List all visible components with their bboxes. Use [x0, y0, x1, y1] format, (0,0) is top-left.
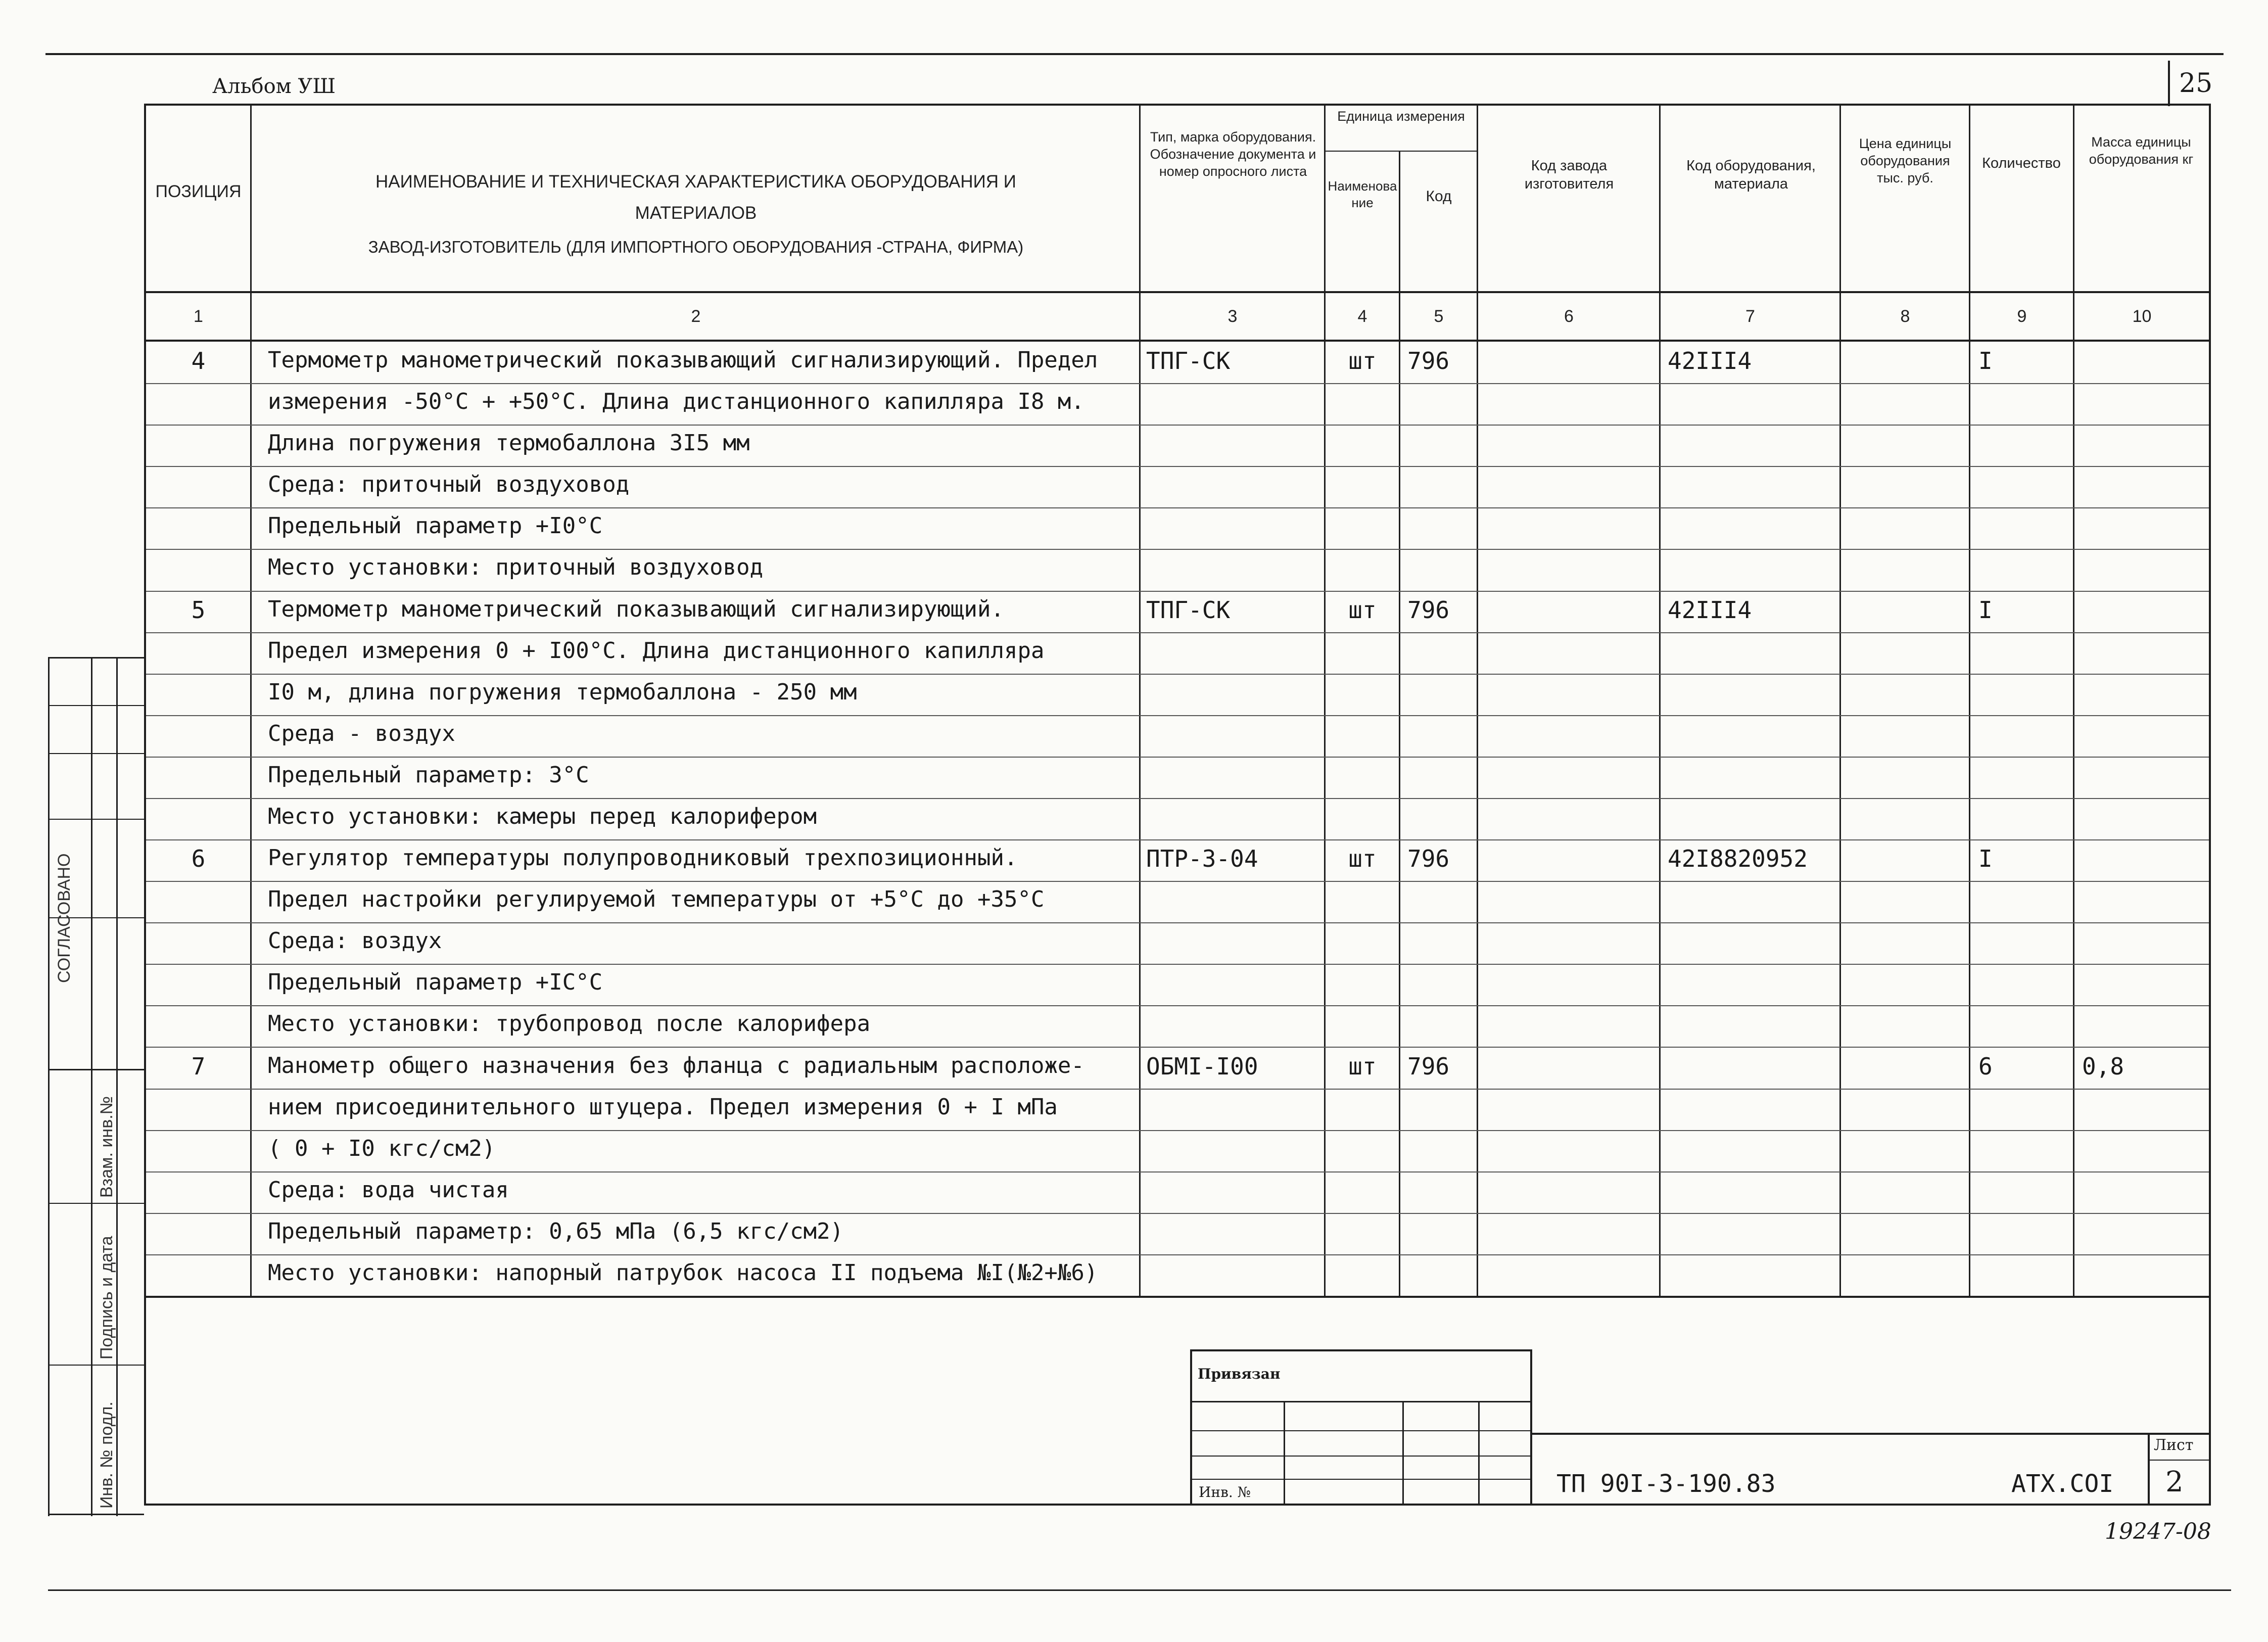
- row-description: Термометр манометрический показывающий сигнализирующий. Предел: [268, 347, 1098, 373]
- archive-number: 19247-08: [2105, 1519, 2211, 1544]
- row-unit: шт: [1348, 347, 1377, 374]
- row-description: Среда: приточный воздуховод: [268, 472, 630, 497]
- row-description: измерения -50°C + +50°C. Длина дистанционного капилляра I8 м.: [268, 389, 1084, 414]
- album-label: Альбом УШ: [212, 75, 336, 98]
- row-description: нием присоединительного штуцера. Предел измерения 0 + I мПа: [268, 1094, 1058, 1120]
- page-corner-number: 25: [2179, 68, 2213, 99]
- side-label-agreed: СОГЛАСОВАНО: [55, 853, 74, 983]
- header-type: Тип, марка оборудования. Обозначение документа и номер опросного листа: [1150, 129, 1316, 179]
- footer-doc-number: ТП 90I-3-190.83: [1556, 1470, 1776, 1498]
- header-unit-name: Наименование: [1328, 178, 1397, 210]
- row-unit: шт: [1348, 596, 1377, 624]
- header-price: Цена единицы оборудования тыс. руб.: [1859, 136, 1952, 185]
- side-label-inv: Взам. инв.№: [97, 1096, 116, 1198]
- row-description: Предельный параметр: 0,65 мПа (6,5 кгс/см2): [268, 1218, 844, 1244]
- col-number-10: 10: [2132, 307, 2152, 326]
- row-description: Предел настройки регулируемой температуры от +5°C до +35°C: [268, 886, 1045, 912]
- row-description: ( 0 + I0 кгс/см2): [268, 1136, 496, 1161]
- row-position: 5: [191, 596, 206, 624]
- row-description: Место установки: приточный воздуховод: [268, 554, 764, 580]
- row-description: Место установки: камеры перед калорифером: [268, 804, 817, 829]
- header-unit-group: Единица измерения: [1337, 109, 1465, 124]
- side-label-inv-orig: Инв. № подл.: [97, 1401, 116, 1509]
- row-qty: I: [1978, 347, 1993, 374]
- row-qty: I: [1978, 596, 1993, 624]
- header-position: ПОЗИЦИЯ: [155, 182, 242, 201]
- row-description: Среда: вода чистая: [268, 1177, 509, 1203]
- row-description: Предельный параметр +IC°C: [268, 969, 603, 995]
- footer-sheet-label: Лист: [2154, 1436, 2194, 1454]
- col-number-3: 3: [1227, 307, 1238, 326]
- col-number-1: 1: [194, 307, 203, 326]
- header-name-line3: ЗАВОД-ИЗГОТОВИТЕЛЬ (ДЛЯ ИМПОРТНОГО ОБОРУДОВАНИЯ -СТРАНА, ФИРМА): [368, 238, 1024, 256]
- row-mass: 0,8: [2082, 1053, 2124, 1080]
- row-description: Длина погружения термобаллона 3I5 мм: [268, 430, 750, 456]
- col-number-9: 9: [2017, 307, 2027, 326]
- row-description: Регулятор температуры полупроводниковый трехпозиционный.: [268, 845, 1018, 871]
- row-unit-code: 796: [1407, 347, 1450, 374]
- row-description: Предельный параметр +I0°C: [268, 513, 603, 539]
- row-equip-code: 42I8820952: [1668, 845, 1808, 872]
- row-type: ОБМI-I00: [1146, 1053, 1258, 1080]
- row-qty: 6: [1978, 1053, 1993, 1080]
- row-type: ТПГ-СК: [1146, 596, 1231, 624]
- header-maker-code: Код завода изготовителя: [1524, 158, 1614, 193]
- row-unit: шт: [1348, 1053, 1377, 1080]
- row-description: I0 м, длина погружения термобаллона - 250 мм: [268, 679, 857, 705]
- row-description: Среда: воздух: [268, 928, 442, 954]
- stamp-inv: Инв. №: [1199, 1484, 1251, 1500]
- row-unit-code: 796: [1407, 1053, 1450, 1080]
- row-position: 4: [191, 347, 206, 374]
- row-equip-code: 42III4: [1668, 347, 1752, 374]
- row-description: Место установки: трубопровод после калорифера: [268, 1011, 871, 1037]
- row-unit-code: 796: [1407, 845, 1450, 872]
- row-qty: I: [1978, 845, 1993, 872]
- header-name-line1: НАИМЕНОВАНИЕ И ТЕХНИЧЕСКАЯ ХАРАКТЕРИСТИКА ОБОРУДОВАНИЯ И: [375, 172, 1016, 192]
- row-description: Термометр манометрический показывающий сигнализирующий.: [268, 596, 1004, 622]
- col-number-2: 2: [691, 307, 701, 326]
- col-number-4: 4: [1357, 307, 1367, 326]
- row-unit-code: 796: [1407, 596, 1450, 624]
- col-number-6: 6: [1564, 307, 1574, 326]
- row-position: 7: [191, 1053, 206, 1080]
- header-qty: Количество: [1982, 155, 2061, 171]
- col-number-5: 5: [1434, 307, 1444, 326]
- stamp-title: Привязан: [1198, 1366, 1281, 1382]
- header-name-line2: МАТЕРИАЛОВ: [635, 203, 757, 223]
- row-unit: шт: [1348, 845, 1377, 872]
- side-label-sign: Подпись и дата: [97, 1236, 116, 1359]
- row-equip-code: 42III4: [1668, 596, 1752, 624]
- row-description: Предел измерения 0 + I00°C. Длина дистанционного капилляра: [268, 638, 1045, 664]
- row-type: ТПГ-СК: [1146, 347, 1231, 374]
- col-number-8: 8: [1900, 307, 1910, 326]
- header-equip-code: Код оборудования, материала: [1686, 158, 1816, 193]
- row-position: 6: [191, 845, 206, 872]
- row-description: Манометр общего назначения без фланца с радиальным расположе-: [268, 1053, 1084, 1078]
- row-description: Место установки: напорный патрубок насоса II подъема №I(№2+№6): [268, 1260, 1098, 1286]
- header-mass: Масса единицы оборудования кг: [2089, 134, 2194, 167]
- footer-sheet-number: 2: [2165, 1466, 2184, 1498]
- header-unit-code: Код: [1426, 188, 1452, 205]
- row-description: Среда - воздух: [268, 721, 455, 746]
- col-number-7: 7: [1745, 307, 1755, 326]
- footer-doc-code: АТХ.COI: [2011, 1470, 2114, 1498]
- row-description: Предельный параметр: 3°C: [268, 762, 589, 788]
- row-type: ПТР-3-04: [1146, 845, 1258, 872]
